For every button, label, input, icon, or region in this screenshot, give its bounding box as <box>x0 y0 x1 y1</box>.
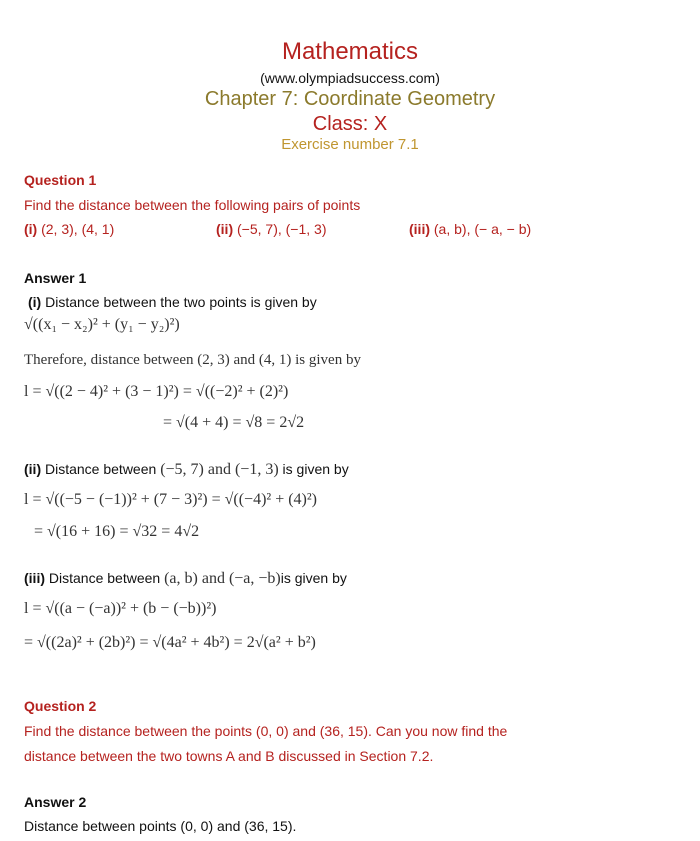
question-1-title: Question 1 <box>24 172 97 188</box>
part-text: is given by <box>280 570 347 586</box>
answer-1-title: Answer 1 <box>24 270 87 286</box>
part-text: (2, 3), (4, 1) <box>37 221 115 237</box>
a1-i-line1: l = √((2 − 4)² + (3 − 1)²) = √((−2)² + (2)²) <box>24 383 289 400</box>
a1-ii-intro <box>24 461 349 479</box>
a1-iii-intro <box>24 570 347 588</box>
part-label: (ii) <box>216 221 234 237</box>
q1-part-i <box>24 221 114 237</box>
part-label: (i) <box>28 294 42 310</box>
question-2-line1: Find the distance between the points (0, 0) and (36, 15). Can you now find the <box>24 723 508 739</box>
a1-ii-line2: = √(16 + 16) = √32 = 4√2 <box>34 523 200 540</box>
chapter-title: Chapter 7: Coordinate Geometry <box>204 88 496 110</box>
part-text: Distance between <box>45 570 165 586</box>
a1-iii-line2: = √((2a)² + (2b)²) = √(4a² + 4b²) = 2√(a² + b²) <box>24 634 316 651</box>
part-text: is given by <box>278 461 349 477</box>
class-label: Class: X <box>312 113 388 135</box>
part-label: (iii) <box>409 221 430 237</box>
part-label: (i) <box>24 221 38 237</box>
answer-2-title: Answer 2 <box>24 794 87 810</box>
website: (www.olympiadsuccess.com) <box>260 70 440 86</box>
points-math: (a, b) and (−a, −b) <box>164 570 281 587</box>
a1-therefore: Therefore, distance between (2, 3) and (4, 1) is given by <box>24 352 361 368</box>
points-math: (−5, 7) and (−1, 3) <box>160 461 279 478</box>
q1-part-ii <box>216 221 326 237</box>
part-text: Distance between the two points is given by <box>41 294 317 310</box>
question-2-title: Question 2 <box>24 698 97 714</box>
distance-formula <box>24 316 180 334</box>
a1-ii-line1: l = √((−5 − (−1))² + (7 − 3)²) = √((−4)² + (4)²) <box>24 491 317 508</box>
q1-part-iii <box>409 221 531 237</box>
a1-i-line2: = √(4 + 4) = √8 = 2√2 <box>163 414 305 431</box>
a1-i-intro <box>28 294 317 310</box>
exercise-label: Exercise number 7.1 <box>281 136 419 153</box>
part-label: (iii) <box>24 570 45 586</box>
formula-text: √((x₁ − x₂)² + (y₁ − y₂)²) <box>24 316 180 333</box>
doc-title: Mathematics <box>281 38 419 65</box>
question-1-text: Find the distance between the following pairs of points <box>24 197 361 213</box>
part-text: (−5, 7), (−1, 3) <box>233 221 327 237</box>
question-2-line2: distance between the two towns A and B discussed in Section 7.2. <box>24 748 434 764</box>
part-text: (a, b), (− a, − b) <box>430 221 532 237</box>
answer-2-text: Distance between points (0, 0) and (36, 15). <box>24 818 297 834</box>
part-text: Distance between <box>41 461 161 477</box>
a1-iii-line1: l = √((a − (−a))² + (b − (−b))²) <box>24 600 217 617</box>
part-label: (ii) <box>24 461 42 477</box>
